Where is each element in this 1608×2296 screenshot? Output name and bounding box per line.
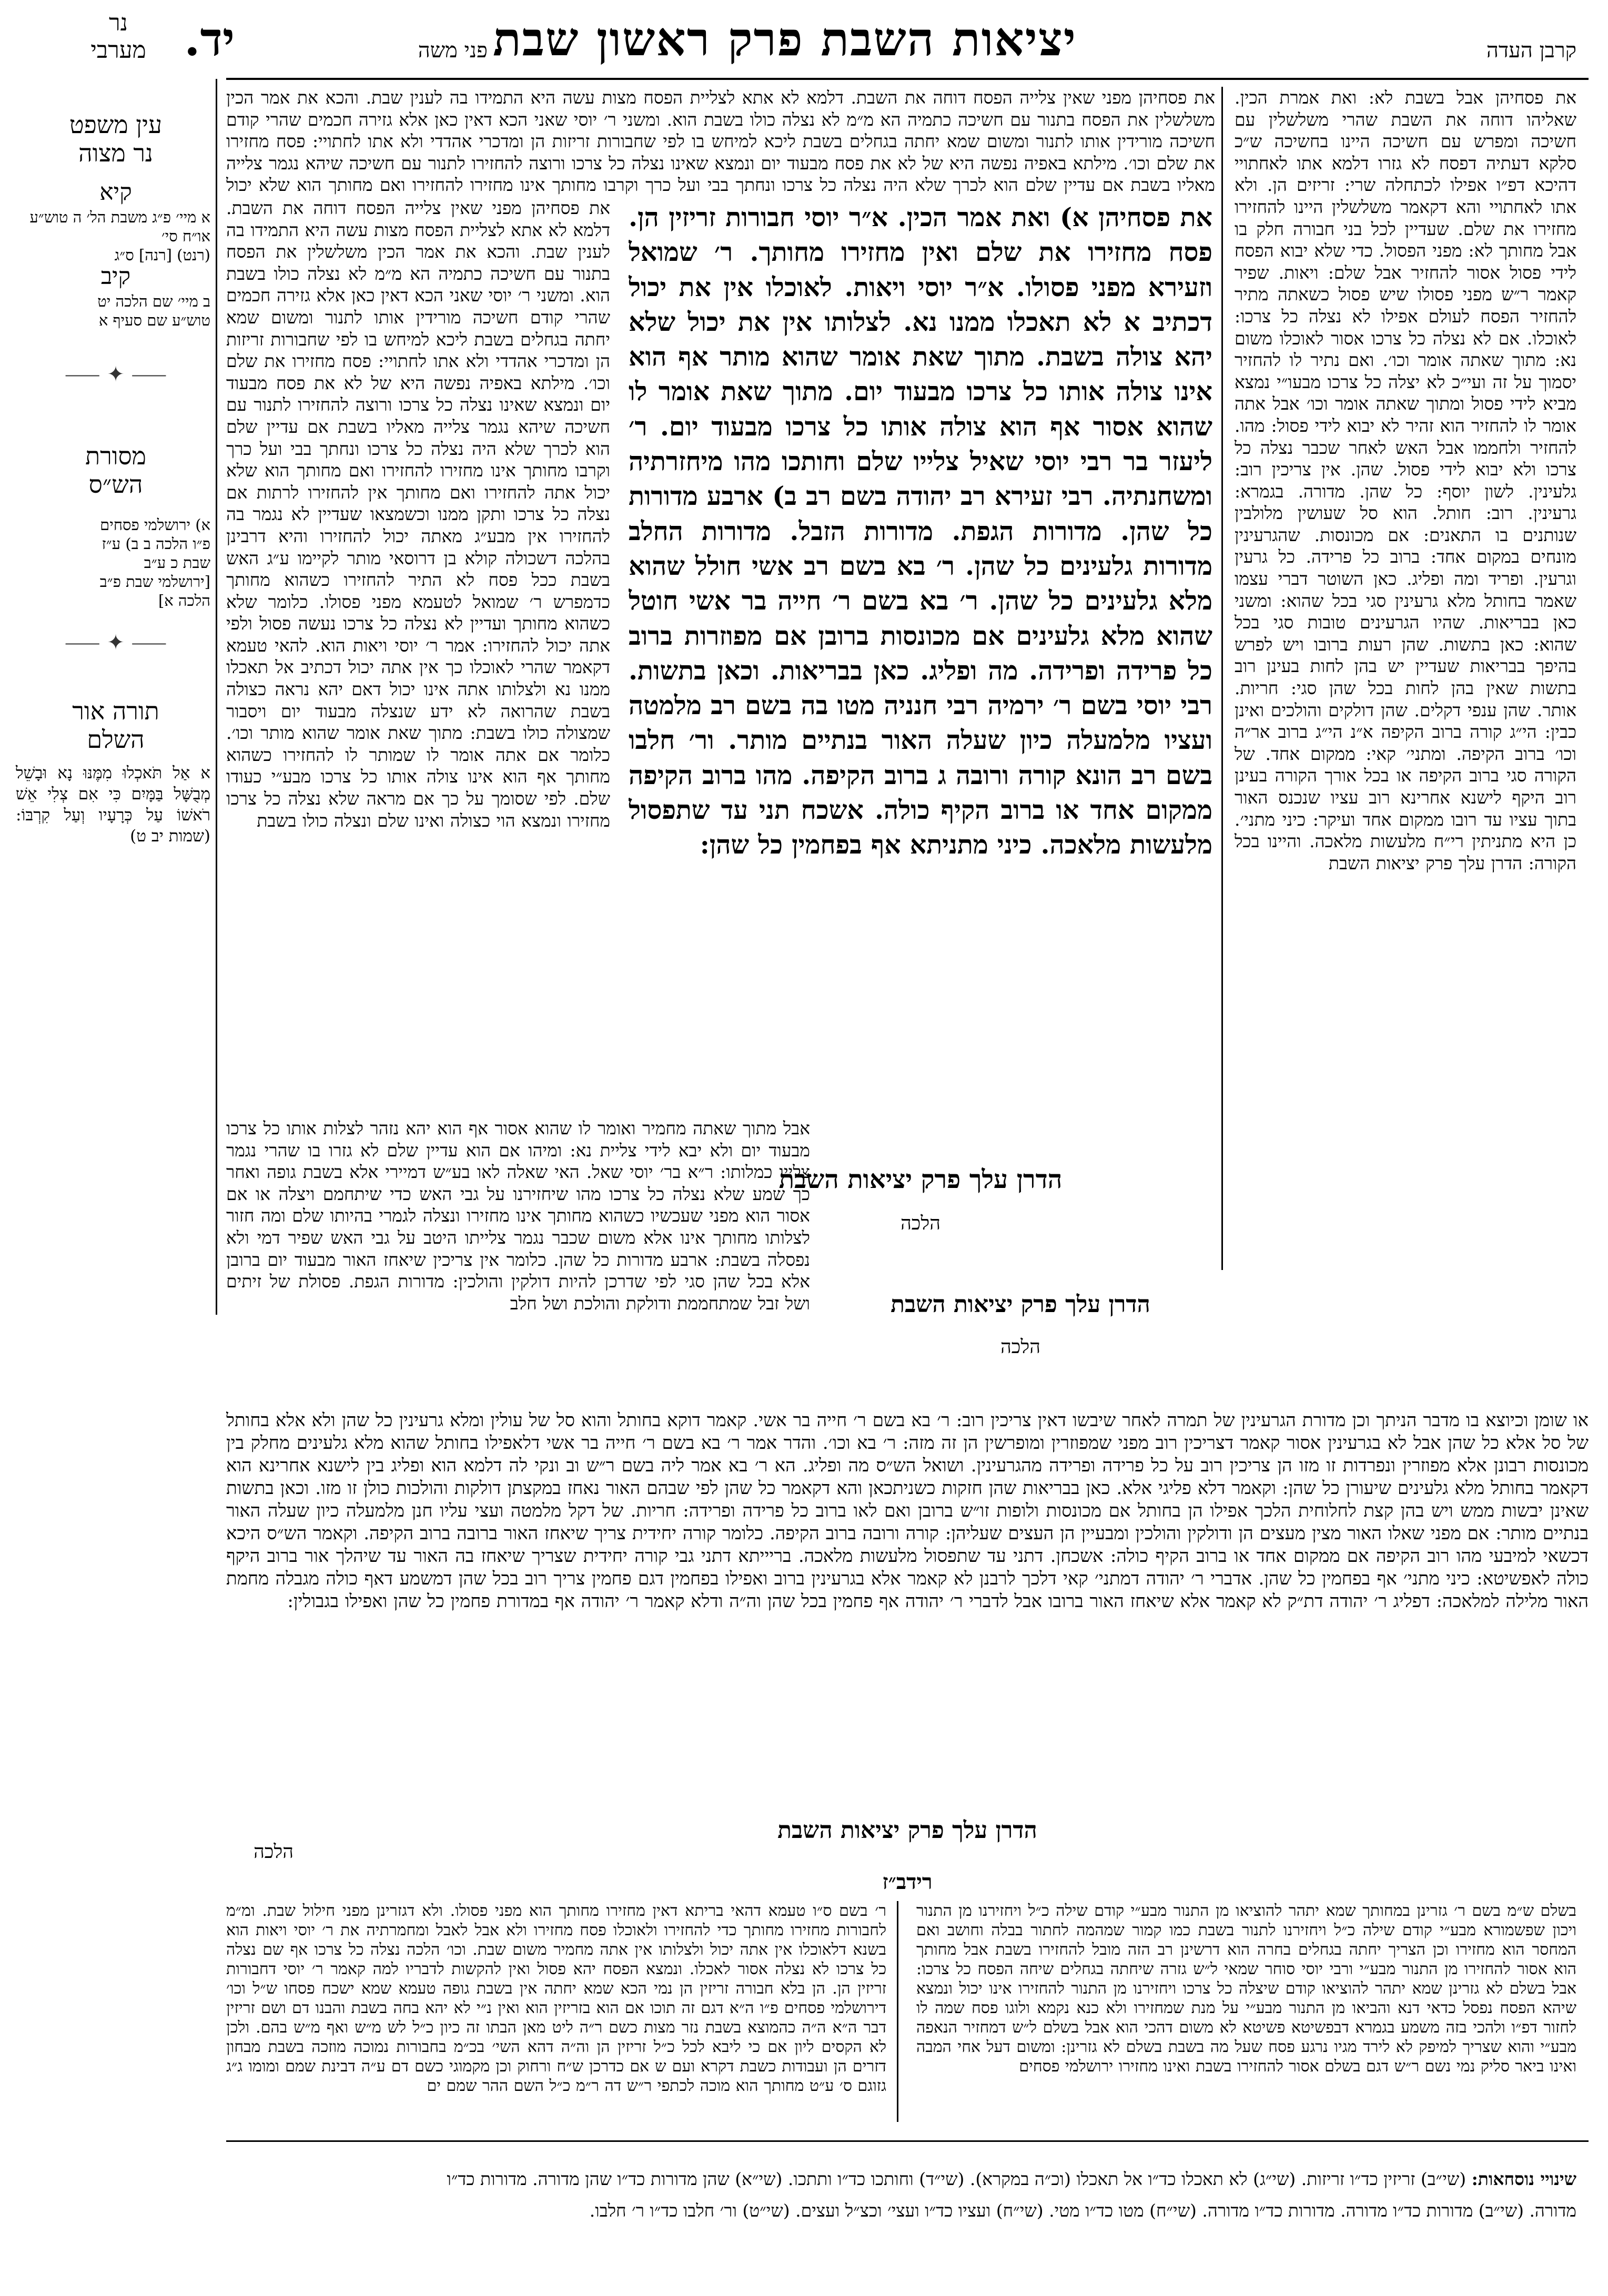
torah-or-title: תורה אור השלם	[72, 697, 159, 754]
nuschaot-line-1	[19, 2167, 1576, 2192]
divider-ornament: ⸺ ✦ ⸺	[64, 631, 167, 655]
ridbaz-divider	[897, 1901, 898, 2122]
torah-or-text: א אַל תֹּאכְלוּ מִמֶּנּוּ נָא וּבָשֵׁל מְבֻשָּׁל בַּמָּיִם כִּי אִם צְלִי אֵשׁ רֹאשׁוֹ עַל כְּרָעָיו וְעַל קִרְבּוֹ: (שמות יב ט)	[16, 764, 210, 846]
pnei-moshe-continued: אבל מתוך שאתה מחמיר ואומר לו שהוא אסור אף הוא יהא נזהר לצלות אותו כל צרכו מבעוד יום ולא יבא לידי צליית נא: ומיהו אם הוא עדיין שלם לא גזרו בו שהרי נגמר צלייו כמלותו: ר״א בר׳ יוסי שאל. האי שאלה לאו בע״ש דמיירי אלא בשבת גופה ואחר כך שמע שלא נצלה כל צרכו מהו שיחזירנו על גבי האש כדי שיתחמם ויצלה או אם אסור הוא מפני שעכשיו כשהוא מחותך אינו מחזירו ונצלה לגמרי בהיותו שלם ומה חזור לצלותו מחותך אינו אלא משום שכבר נגמר צלייתו היטב על גבי האש שפיר דמי ולא נפסלה בשבת: ארבע מדורות כל שהן. כלומר אין צריכין שיאחז האור מבעוד יום ברובן אלא בכל שהן סגי לפי שדרכן להיות דולקין והולכין: מדורות הגפת. פסולת של זיתים ושל זבל שמתחממת ודולקת והולכת ושל חלב	[226, 1118, 810, 1314]
hadran-title-korban: הדרן עלך פרק יציאות השבת	[891, 1291, 1150, 1318]
divider-ornament: ⸺ ✦ ⸺	[64, 362, 167, 387]
ein-mishpat-number-1: קיא	[99, 179, 132, 206]
ein-mishpat-title: עין משפט נר מצוה	[69, 110, 163, 167]
page-title: יציאות השבת פרק ראשון שבת	[492, 12, 1077, 66]
pnei-moshe-upper: את פסחיהן מפני שאין צלייה הפסח דוחה את השבת. דלמא לא אתא לצליית הפסח מצות עשה היא התמידו בה לענין שבת. והכא את אמר הכין משלשלין את הפסח בתנור עם חשיכה כתמיה הא מ״מ לא נצלה כולו בשבת הוא. ומשני ר׳ יוסי שאני הכא דאין כאן אלא גזירה חכמים שהרי קודם חשיכה מורידין אותו לתנור ומשום שמא יחתה בגחלים בשבת ליכא למיחש בו לפי שחבורות זריזות הן ומדכרי אהדדי ולא אתו לחתויי: פסח מחזירו את שלם וכו׳. מילתא באפיה נפשה היא של לא את פסח מבעוד יום ונמצא שאינו נצלה כל צרכו ורוצה להחזירו לתנור עם חשיכה שיהא נגמר צלייה מאליו בשבת אם עדיין שלם הוא לכרך שלא היה נצלה כל צרכו ונחתך בבי ועל כרך וקרבו מחותך אינו מחזירו להחזירו ואם מחותך הוא שלא יכול	[226, 87, 1215, 196]
korban-haeda-label: קרבן העדה	[1486, 38, 1576, 63]
hadran-title-bottom: הדרן עלך פרק יציאות השבת	[777, 1817, 1037, 1844]
korban-haeda-commentary: את פסחיהן אבל בשבת לא: ואת אמרת הכין. שאליהו דוחה את השבת שהרי משלשלין עם חשיכה ומפרש עם חשיכה היינו בחשיכה ש״כ סלקא דעתיה דפסח לא גזרו דלמא אתו לאחתויי דהיכא דפ״ו אפילו לכתחלה שרי: זריזים הן. ולא אתו לאחתויי והא דקאמר משלשלין היינו להחזירו מחזירו את שלם. שעדיין לכל בני חבורה חלק בו אבל מחותך לא: מפני הפסול. כדי שלא יבוא הפסח לידי פסול אסור להחזיר אבל שלם: ויאות. שפיר קאמר ר״ש מפני פסולו שיש פסול כשאתה מתיר להחזיר הפסח לעולם אפילו לא נצלה כל צרכו: לאוכלו. אם לא נצלה כל צרכו אסור לאוכלו משום נא: מתוך שאתה אומר וכו׳. ואם נתיר לו להחזיר יסמוך על זה ועי״כ לא יצלה כל צרכו מבעו״י נמצא מביא לידי פסול ומתוך שאתה אומר וכו׳ אבל אתה אומר לו להחזיר הוא זהיר לא יבוא לידי פסול: מהו. להחזיר ולחממו אבל האש לאחר שכבר נצלה כל צרכו ולא יבוא לידי פסול. שהן. אין צריכין רוב: גלעינין. לשון יוסף: כל שהן. מדורה. בגמרא: גרעינין. רוב: חותל. הוא סל שעושין מלולבין שנותנים בו התאנים: אם מכונסות. שהגרעינין מונחים במקום אחד: ברוב כל פרידה. כל גרעין וגרעין. ופריד ומה ופליג. כאן השוטר דברי עצמו שאמר בחותל מלא גרעינין סגי בכל שהוא: ומשני כאן בבריאות. שהיו הגרעינים טובות סגי בכל שהוא: כאן בתשות. שהן רעות ברובו ויש לפרש בהיפך בבריאות שעדיין יש בהן לחות בעינן רוב בתשות שאין בהן לחות בכל שהן סגי: חריות. אותר. שהן ענפי דקלים. שהן דולקים והולכים ואינן כבין: הי״ג קורה ברוב הקיפה א״נ הי״ג ברוב אר״ה וכו׳ ברוב הקיפה. ומתני׳ קאי: ממקום אחד. של הקורה סגי ברוב הקיפה או בכל אורך הקורה בעינן רוב היקף לישנא אחרינא רוב עציו שנכנס האור בתוך עציו עד רובו ממקום אחד ועיקר: כיני מתני׳. כן היא מתניתין רי״ח מלעשות מלאכה. והיינו בכל הקורה: הדרן עלך פרק יציאות השבת	[1235, 87, 1576, 873]
column-divider	[1221, 87, 1223, 1270]
ein-mishpat-ref-2: ב מיי׳ שם הלכה יט טוש״ע שם סעיף א	[97, 292, 210, 329]
header-rule	[226, 78, 1589, 80]
main-talmud-text: את פסחיהן א) ואת אמר הכין. א״ר יוסי חבורות זריזין הן. פסח מחזירו את שלם ואין מחזירו מחותך. ר׳ שמואל וזעירא מפני פסולו. א״ר יוסי ויאות. לאוכלו אין את יכול דכתיב א לא תאכלו ממנו נא. לצלותו אין את יכול שלא יהא צולה בשבת. מתוך שאת אומר שהוא מותר אף הוא אינו צולה אותו כל צרכו מבעוד יום. מתוך שאת אומר לו שהוא אסור אף הוא צולה אותו כל צרכו מבעוד יום. ר׳ ליעזר בר רבי יוסי שאיל צלייו שלם וחותכו מהו מיחזרתיה ומשחנתיה. רבי זעירא רב יהודה בשם רב ב) ארבע מדורות כל שהן. מדורות הגפת. מדורות הזבל. מדורות החלב מדורות גלעינים כל שהן. ר׳ בא בשם רב אשי חולל שהוא מלא גלעינים כל שהן. ר׳ בא בשם ר׳ חייה בר אשי חוטל שהוא מלא גלעינים אם מכונסות ברובן אם מפוזרות ברוב כל פרידה ופרידה. מה ופליג. כאן בבריאות. וכאן בתשות. רבי יוסי בשם ר׳ ירמיה רבי חנניה מטו בה בשם רב מלמטה ועציו מלמעלה כיון שעלה האור בנתיים מותר. ור׳ חלבו בשם רב הונא קורה ורובה ג ברוב הקיפה. מהו ברוב הקיפה ממקום אחד או ברוב הקיף כולה. אשכח תני עד שתפסול מלעשות מלאכה. כיני מתניתא אף בפחמין כל שהן:	[629, 202, 1212, 860]
ridbaz-right-column: בשלם ש״מ בשם ר׳ גזרינן במחותך שמא יתהר להוציאו מן התנור מבע״י קודם שילה כ״ל ויחזירנו מן התנור ויכון שפשמורא מבע״י קודם שילה כ״ל ויחזירנו לתנור בשבת כמו קמור שמהמה לחתור בבלה וחושב ואם המחסר הוא מחזירו וכן הצריך יחתה בגחלים בחרה הוא דרשינן רב הזה מובל להחזירו בשבת אבל מחותך הוא אסור להחזירו מן התנור מבע״י ורבי יוסי סוחר שמאי ל״ש גזרה שיחתה בגחלים שיחה הפסח כל צרכו: אבל בשלם לא גזרינן שמא יתהר להוציאו קודם שיצלה כל צרכו ויחזירנו מן התנור להחזירו אינו יכול ונמצא שיהא הפסח נפסל כדאי דנא והביאו מן התנור מבע״י על מנת שמחזירו ולא כנא נקמא ולוגו פסח שמה לו לחזור דפ״ו ולהכי בזה משמע בגמרא דבפשיטא פשיטא לא משום דהכי הוא אבל בשלם ל״ש דמחזיר הנאפה מבע״י והוא שצריך למיפק לא לירד מגיו נרגע פסח שעל מה בשבת בשלם לא גזרינן: ומשום דעל אחי המבה ואינו ביאר סליק נמי נשם ר״ש דגם בשלם אסור להחזירו בשבת ואינו מחזירו ירושלמי פסחים	[916, 1902, 1576, 2076]
nuschaot-text-1: (שי״ב) זריזין כד״ו זריזות. (שי״ג) לא תאכלו כד״ו אל תאכלו (וכ״ה במקרא). (שי״ד) וחותכו כד״ו ותתכו. (שי״א) שהן מדורות כד״ו שהן מדורה. מדורות כד״ו	[447, 2169, 1467, 2189]
ridbaz-left-column: ר׳ בשם ס״ו טעמא דהאי בריתא דאין מחזירו מחותך הוא מפני פסולו. ולא דגזרינן מפני חילול שבת. ומ״מ לחבורות מחזירו מחותך כדי להחזירו ולאוכלו פסח מחזירו ולא אבל לאבל ומחמרתיה את ר׳ יוסי ויאות הוא בשנא דלאוכלו אין אתה יכול ולצלותו אין אתה מחמיר משום שבת. וכו׳ הלכה נצלה כל צרכו אף שם נצלה כל צרכו לא נצלה אסור לאכלו. ונמצא הפסח יהא פסול ואין להקשות לדבריו למה קאמר ר׳ יוסי דחבורות זריזין הן. הן בלא חבורה זריזין הן נמי הכא שמא יחתה אין בשבת גופה טעמא שמא ישכח פסחו ש״ל וכו׳ דירושלמי פסחים פ״ו ה״א דגם זה תוכו אם הוא בזריזין הוא ואין נ״י לא יהא בחה בשבת והבנו דם ושם זריזין דבר ה״א ה״ה כהמוצא בשבת נזר מצות כשם ר״ה ליט מאן הבתו זה כיון כ״ל לש מ״ש ואף מ״ש בהם. ולכן לא הקסים ליון אם כי ליבא לכל כ״ל זריזין הן וה״ה דהא השי׳ בכ״מ בחבורות נמוכה מוזכה בשבת מבחון דזרים הן ועבודות כשבת דקרא ועם ש אם כדרכן ש״ח ורחוק וכן מקמוגי כשם דם ע״ה דבינת שמם ומומו ג״ג גזוגם ס׳ ע״ט מחותך הוא מוכה לכתפי ר״ש דה ר״מ כ״ל השם ההר שמם ים	[226, 1902, 886, 2095]
halacha-label-bottom: הלכה	[254, 1841, 294, 1863]
pnei-moshe-label: פני משה	[418, 38, 488, 63]
pnei-moshe-commentary: את פסחיהן מפני שאין צלייה הפסח דוחה את השבת. דלמא לא אתא לצליית הפסח מצות עשה היא התמידו בה לענין שבת. והכא את אמר הכין משלשלין את הפסח בתנור עם חשיכה כתמיה הא מ״מ לא נצלה כולו בשבת הוא. ומשני ר׳ יוסי שאני הכא דאין כאן אלא גזירה חכמים שהרי קודם חשיכה מורידין אותו לתנור ומשום שמא יחתה בגחלים בשבת ליכא למיחש בו לפי שחבורות זריזות הן ומדכרי אהדדי ולא אתו לחתויי: פסח מחזירו את שלם וכו׳. מילתא באפיה נפשה היא של לא את פסח מבעוד יום ונמצא שאינו נצלה כל צרכו ורוצה להחזירו לתנור עם חשיכה שיהא נגמר צלייה מאליו בשבת אם עדיין שלם הוא לכרך שלא היה נצלה כל צרכו ונחתך בבי ועל כרך וקרבו מחותך אינו מחזירו להחזירו ואם מחותך הוא שלא יכול אתה להחזירו ואם מחותך אין להחזירו לרתות אם נצלה כל צרכו ותקן ממנו וכשמצאו שעדיין לא נגמר בה להחזירו אין מבע״ג מאתה יכול להחזירו והיא דרבינן בהלכה דשכולה קולא בן דרוסאי מותר לקיימו ע״ג האש בשבת ככל פסח לא התיר להחזירו כשהוא מחותך כדמפרש ר׳ שמואל לטעמא מפני פסולו. כלומר שלא כשהוא מחותך ועדיין לא נצלה כל צרכו נעשה פסול ולפי אתה יכול להחזירו: אמר ר׳ יוסי ויאות הוא. להאי טעמא דקאמר שהרי לאוכלו כך אין אתה יכול דכתיב אל תאכלו ממנו נא ולצלותו אתה אינו יכול דאם יהא נראה כצולה בשבת שהרואה לא ידע שנצלה מבעוד יום ויסבור שמצולה כולו בשבת: מתוך שאת אומר שהוא מותר וכו׳. כלומר אם אתה אומר לו שמותר לו להחזירו כשהוא מחותך אף הוא אינו צולה אותו כל צרכו מבע״י כעודו שלם. לפי שסומך על כך אם מראה שלא נצלה כל צרכו מחזירו ונמצא הוי כצולה ואינו שלם ונצלה כולו בשבת	[226, 198, 610, 831]
masoret-hashas-title: מסורת הש״ס	[85, 442, 146, 499]
ein-mishpat-number-2: קיב	[100, 263, 131, 290]
sidebar-divider	[216, 79, 217, 1315]
halacha-label-main: הלכה	[901, 1213, 940, 1234]
pnei-moshe-bottom: או שומן וכיוצא בו מדבר הניתך וכן מדורת הגרעינין של תמרה לאחר שיבשו דאין צריכין רוב: ר׳ בא בשם ר׳ חייה בר אשי. קאמר דוקא בחותל והוא סל של עולין ומלא גרעינין כל שהן ולא אלא בחותל של סל אלא כל שהן אבל לא בגרעינין אסור קאמר דצריכין רוב מפני שמפוזרין ומופרשין הן זה מזה: ר׳ בא וכו׳. והדר אמר ר׳ בא בשם ר׳ חייה בר אשי דלאפילו בחותל שהוא מלא גלעינים מחלק בין מכונסות רבונן אלא מפוזרין ונפרדות זו מזו הן צריכין רוב על כל פרידה ופרידה מהגרעינין. ושואל הש״ס מה ופליג. הא ר׳ בא אמר ליה בשם ר״ש וב ונקי לה דלמא הוא ופליג בין לישנא אחרינא הוא דקאמר בחותל מלא גלעינים שיעורן כל שהן: וקאמר דלא פליגי אלא. כאן בבריאות שהן חזקות כשניתכאן והא דקאמר כל שהן לפי שבהם האור נאחז במקצתן דולקות והולכות כולן זו מזו. וכאן בתשות שאינן יבשות ממש ויש בהן קצת לחלוחית הלכך אפילו הן בחותל אם מכונסות ולופות זו״ש ברובן ואם לאו ברוב כל פרידה ופרידה: חריות. של דקל מלמטה ועצי עליו חנן מלמעלה כיון שעלה האור בנתיים מותר: אם מפני שאלו האור מצין מעצים הן ודולקין והולכין ומבעיין הן העצים שעליהן: קורה ורובה ברוב הקיפה. כלומר קורה יחידית צריך שיאחז האור ברובה ברוב הקיפה. וקאמר הש״ס היכא דכשאי למיבעי מהו רוב הקיפה אם ממקום אחד או ברוב הקיף כולה: אשכחן. דתני עד שתפסול מלעשות מלאכה. בריייתא דתני גבי קורה יחידית שצריך שיאחז בה האור עד שיהלך אור ברוב היקף כולה לאפשיטא: כיני מתני׳ אף בפחמין כל שהן. אדברי ר׳ יהודה דמתני׳ קאי דלכך לרבנן לא קאמר אלא בגרעינין ברוב ואפילו בפחמין דגם פחמין צריך רוב בכל שהן דמשמע דאף כולה מגבלה מחמת האור מלילה למלאכה: דפליג ר׳ יהודה דת״ק לא קאמר אלא שיאחז האור ברובו אבל לדברי ר׳ יהודה אף פחמין בכל שהן וה״ה ודלא קאמר ר׳ יהודה אף במדורת פחמין כל שהן ואפילו בגבולין:	[226, 1410, 1589, 1612]
page-number: יד.	[184, 12, 235, 66]
hadran-title-main: הדרן עלך פרק יציאות השבת	[778, 1165, 1063, 1194]
masoret-hashas-refs: א) ירושלמי פסחים פ״ו הלכה ב ב) ע״ז שבת כ ע״ב [ירושלמי שבת פ״ב הלכה א]	[99, 516, 210, 609]
ridbaz-title: רידב״ז	[882, 1870, 933, 1894]
nuschaot-label: שינויי נוסחאות:	[1471, 2169, 1576, 2189]
nuschaot-rule	[226, 2140, 1589, 2142]
halacha-label-korban: הלכה	[1000, 1336, 1040, 1358]
nuschaot-line-2: מדורה. (שי״ב) מדורות כד״ו מדורה. מדורות כד״ו מדורה. (שי״ח) מטו כד״ו מטי. (שי״ח) ועציו כד״ו ועצי׳ וכצ״ל ועצים. (שי״ט) ור׳ חלבו כד״ו ר׳ חלבו.	[589, 2200, 1576, 2221]
ner-maaravi-label: נר מערבי	[90, 9, 146, 64]
ein-mishpat-ref-1: א מיי׳ פ״ג משבת הל׳ ה טוש״ע או״ח סי׳ (רנט) [רנה] ס״ג	[29, 208, 210, 264]
